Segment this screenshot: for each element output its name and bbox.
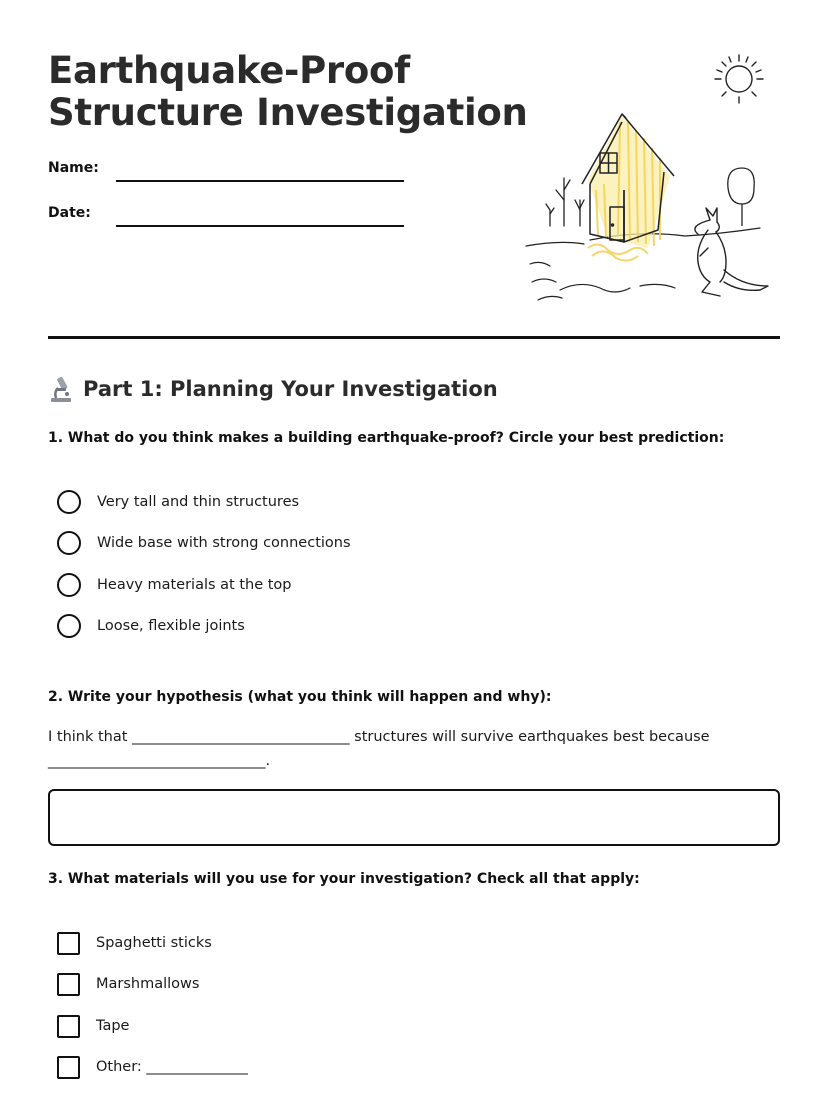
bare-tree-icon [546, 178, 584, 226]
radio-circle[interactable] [57, 573, 81, 597]
question-3: 3. What materials will you use for your investigation? Check all that apply: [48, 871, 640, 887]
part-1-heading [48, 374, 498, 404]
hypothesis-answer-box[interactable] [48, 789, 780, 846]
date-field[interactable] [116, 225, 404, 227]
sun-icon [715, 55, 763, 103]
option-label: Marshmallows [96, 976, 200, 992]
checkbox[interactable] [57, 973, 80, 996]
kangaroo-icon [695, 208, 768, 296]
date-label: Date: [48, 205, 91, 221]
title-line-2: Structure Investigation [48, 91, 528, 134]
option-label: Very tall and thin structures [97, 494, 300, 510]
prediction-option-1[interactable] [57, 490, 299, 514]
prediction-option-4[interactable] [57, 614, 245, 638]
tree-icon [728, 168, 754, 226]
material-option-3[interactable] [57, 1014, 129, 1038]
material-option-1[interactable] [57, 931, 212, 955]
title-line-1: Earthquake-Proof [48, 49, 410, 92]
hypothesis-sentence-line-1: I think that ______________________________ structures will survive earthquakes best because [48, 729, 710, 745]
name-label: Name: [48, 160, 99, 176]
radio-circle[interactable] [57, 614, 81, 638]
hypothesis-sentence-line-2: ______________________________. [48, 753, 271, 769]
material-option-4[interactable] [57, 1055, 248, 1079]
checkbox[interactable] [57, 1015, 80, 1038]
checkbox[interactable] [57, 932, 80, 955]
question-2: 2. Write your hypothesis (what you think will happen and why): [48, 689, 552, 705]
name-field[interactable] [116, 180, 404, 182]
option-label: Wide base with strong connections [97, 535, 351, 551]
option-label: Tape [96, 1018, 130, 1034]
radio-circle[interactable] [57, 490, 81, 514]
option-label: Heavy materials at the top [97, 577, 292, 593]
checkbox[interactable] [57, 1056, 80, 1079]
header-divider [48, 336, 780, 339]
part-1-title: Part 1: Planning Your Investigation [83, 377, 498, 401]
microscope-icon [48, 374, 74, 404]
question-1: 1. What do you think makes a building earthquake-proof? Circle your best prediction: [48, 430, 725, 446]
material-option-2[interactable] [57, 972, 199, 996]
radio-circle[interactable] [57, 531, 81, 555]
option-label: Other: ______________ [96, 1059, 248, 1075]
prediction-option-3[interactable] [57, 573, 292, 597]
option-label: Spaghetti sticks [96, 935, 212, 951]
prediction-option-2[interactable] [57, 531, 351, 555]
option-label: Loose, flexible joints [97, 618, 245, 634]
earthquake-house-illustration [520, 50, 780, 310]
worksheet-title [48, 50, 528, 134]
